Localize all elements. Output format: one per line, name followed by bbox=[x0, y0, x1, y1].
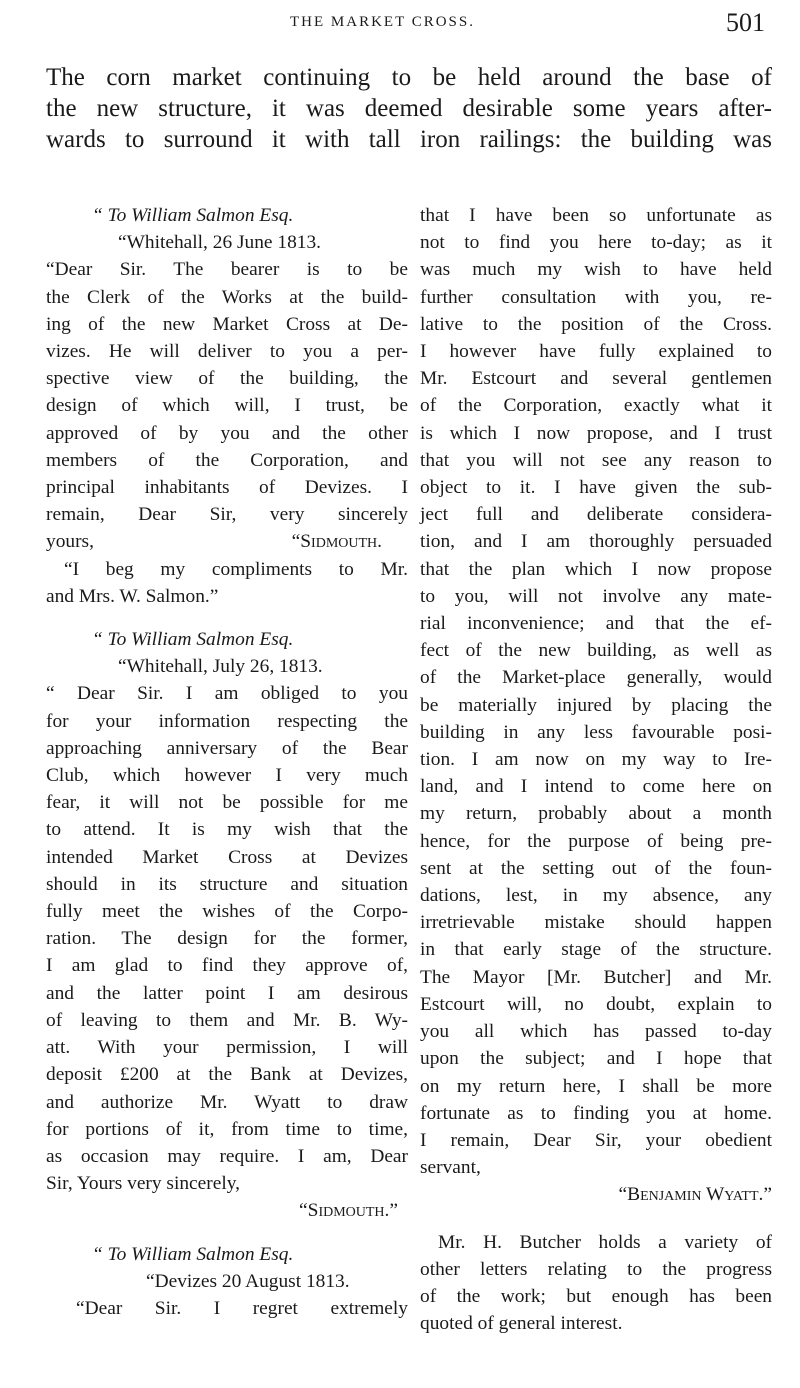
postscript-line: “I beg my compliments to Mr. bbox=[64, 558, 408, 580]
paragraph-line: other letters relating to the progress bbox=[420, 1258, 772, 1280]
postscript-line: and Mrs. W. Salmon.” bbox=[46, 585, 219, 607]
letter-line: for portions of it, from time to time, bbox=[46, 1118, 408, 1140]
letter-line: “Dear Sir. The bearer is to be bbox=[46, 259, 408, 281]
letter-dateline: “Whitehall, July 26, 1813. bbox=[118, 656, 323, 678]
letter-line: “Dear Sir. I regret extremely bbox=[76, 1297, 408, 1319]
letter-closing: servant, bbox=[420, 1157, 481, 1179]
intro-line: wards to surround it with tall iron railings: the building was bbox=[46, 126, 772, 153]
letter-line: tion, and I am thoroughly persuaded bbox=[420, 531, 772, 553]
letter-line: ject full and deliberate considera- bbox=[420, 504, 772, 526]
letter-line: spective view of the building, the bbox=[46, 368, 408, 390]
letter-signature: “Sidmouth. bbox=[291, 531, 382, 553]
letter-line: deposit £200 at the Bank at Devizes, bbox=[46, 1064, 408, 1086]
letter-line: that the plan which I now propose bbox=[420, 558, 772, 580]
letter-line: I remain, Dear Sir, your obedient bbox=[420, 1129, 772, 1151]
section-gap bbox=[46, 610, 408, 626]
letter-line: vizes. He will deliver to you a per- bbox=[46, 341, 408, 363]
intro-line: The corn market continuing to be held around the base of bbox=[46, 64, 772, 91]
letter-line: on my return here, I shall be more bbox=[420, 1075, 772, 1097]
letter-line: sent at the setting out of the foun- bbox=[420, 857, 772, 879]
intro-paragraph bbox=[46, 62, 772, 155]
letter-line: The Mayor [Mr. Butcher] and Mr. bbox=[420, 966, 772, 988]
letter-line: and authorize Mr. Wyatt to draw bbox=[46, 1091, 408, 1113]
paragraph-line: quoted of general interest. bbox=[420, 1313, 623, 1335]
letter-line: should in its structure and situation bbox=[46, 873, 408, 895]
left-column bbox=[46, 202, 408, 1322]
letter-line: was much my wish to have held bbox=[420, 259, 772, 281]
letter-line: fully meet the wishes of the Corpo- bbox=[46, 901, 408, 923]
letter-line: the Clerk of the Works at the build- bbox=[46, 286, 408, 308]
letter-line: that you will not see any reason to bbox=[420, 449, 772, 471]
letter-line: of the Corporation, exactly what it bbox=[420, 395, 772, 417]
letter-line: dations, lest, in my absence, any bbox=[420, 885, 772, 907]
letter-address: “ To William Salmon Esq. bbox=[92, 1243, 294, 1265]
letter-line: upon the subject; and I hope that bbox=[420, 1048, 772, 1070]
letter-line: that I have been so unfortunate as bbox=[420, 205, 772, 226]
section-gap bbox=[46, 1225, 408, 1241]
letter-line: approaching anniversary of the Bear bbox=[46, 737, 408, 759]
letter-line: of the Market-place generally, would bbox=[420, 667, 772, 689]
letter-signature: “Sidmouth.” bbox=[299, 1200, 398, 1222]
intro-line: the new structure, it was deemed desirable some years after- bbox=[46, 95, 772, 122]
letter-line: I however have fully explained to bbox=[420, 341, 772, 363]
letter-line: ration. The design for the former, bbox=[46, 928, 408, 950]
letter-line: intended Market Cross at Devizes bbox=[46, 846, 408, 868]
letter-line: I am glad to find they approve of, bbox=[46, 955, 408, 977]
letter-line: irretrievable mistake should happen bbox=[420, 912, 772, 934]
letter-line: lative to the position of the Cross. bbox=[420, 313, 772, 335]
letter-closing-line bbox=[46, 528, 408, 555]
letter-line: further consultation with you, re- bbox=[420, 286, 772, 308]
letter-line: approved of by you and the other bbox=[46, 422, 408, 444]
paragraph-line: of the work; but enough has been bbox=[420, 1285, 772, 1307]
letter-line: members of the Corporation, and bbox=[46, 449, 408, 471]
letter-line: Sir, Yours very sincerely, bbox=[46, 1173, 241, 1195]
letter-address: “ To William Salmon Esq. bbox=[92, 629, 294, 651]
letter-line: remain, Dear Sir, very sincerely bbox=[46, 504, 408, 526]
paragraph-line: Mr. H. Butcher holds a variety of bbox=[438, 1231, 772, 1253]
letter-line: in that early stage of the structure. bbox=[420, 939, 772, 961]
letter-line: you all which has passed to-day bbox=[420, 1021, 772, 1043]
letter-line: tion. I am now on my way to Ire- bbox=[420, 749, 772, 771]
letter-line: is which I now propose, and I trust bbox=[420, 422, 772, 444]
page-number: 501 bbox=[726, 8, 765, 37]
running-title: THE MARKET CROSS. bbox=[290, 14, 475, 30]
running-head bbox=[0, 8, 800, 38]
letter-line: att. With your permission, I will bbox=[46, 1037, 408, 1059]
letter-line: my return, probably about a month bbox=[420, 803, 772, 825]
letter-line: hence, for the purpose of being pre- bbox=[420, 830, 772, 852]
letter-signature: “Benjamin Wyatt.” bbox=[618, 1184, 772, 1206]
letter-line: principal inhabitants of Devizes. I bbox=[46, 477, 408, 499]
letter-line: building in any less favourable posi- bbox=[420, 721, 772, 743]
letter-line: as occasion may require. I am, Dear bbox=[46, 1145, 408, 1167]
letter-line: fear, it will not be possible for me bbox=[46, 792, 408, 814]
letter-line: Estcourt will, no doubt, explain to bbox=[420, 993, 772, 1015]
letter-line: object to it. I have given the sub- bbox=[420, 477, 772, 499]
letter-line: of leaving to them and Mr. B. Wy- bbox=[46, 1009, 408, 1031]
letter-line: “ Dear Sir. I am obliged to you bbox=[46, 683, 408, 705]
letter-line: ing of the new Market Cross at De- bbox=[46, 313, 408, 335]
section-gap bbox=[420, 1209, 772, 1229]
letter-line: Club, which however I very much bbox=[46, 765, 408, 787]
letter-line: for your information respecting the bbox=[46, 710, 408, 732]
letter-line: rial inconvenience; and that the ef- bbox=[420, 613, 772, 635]
letter-line: land, and I intend to come here on bbox=[420, 776, 772, 798]
letter-line: design of which will, I trust, be bbox=[46, 395, 408, 417]
letter-line: not to find you here to-day; as it bbox=[420, 232, 772, 254]
letter-line: Mr. Estcourt and several gentlemen bbox=[420, 368, 772, 390]
letter-line: be materially injured by placing the bbox=[420, 694, 772, 716]
letter-line: and the latter point I am desirous bbox=[46, 982, 408, 1004]
letter-line: fect of the new building, as well as bbox=[420, 640, 772, 662]
letter-closing: yours, bbox=[46, 531, 94, 553]
letter-dateline: “Whitehall, 26 June 1813. bbox=[118, 232, 322, 254]
letter-address: “ To William Salmon Esq. bbox=[92, 205, 294, 226]
right-column bbox=[420, 202, 772, 1337]
letter-dateline: “Devizes 20 August 1813. bbox=[146, 1270, 350, 1292]
letter-line: to attend. It is my wish that the bbox=[46, 819, 408, 841]
letter-line: to you, will not involve any mate- bbox=[420, 585, 772, 607]
letter-line: fortunate as to finding you at home. bbox=[420, 1102, 772, 1124]
